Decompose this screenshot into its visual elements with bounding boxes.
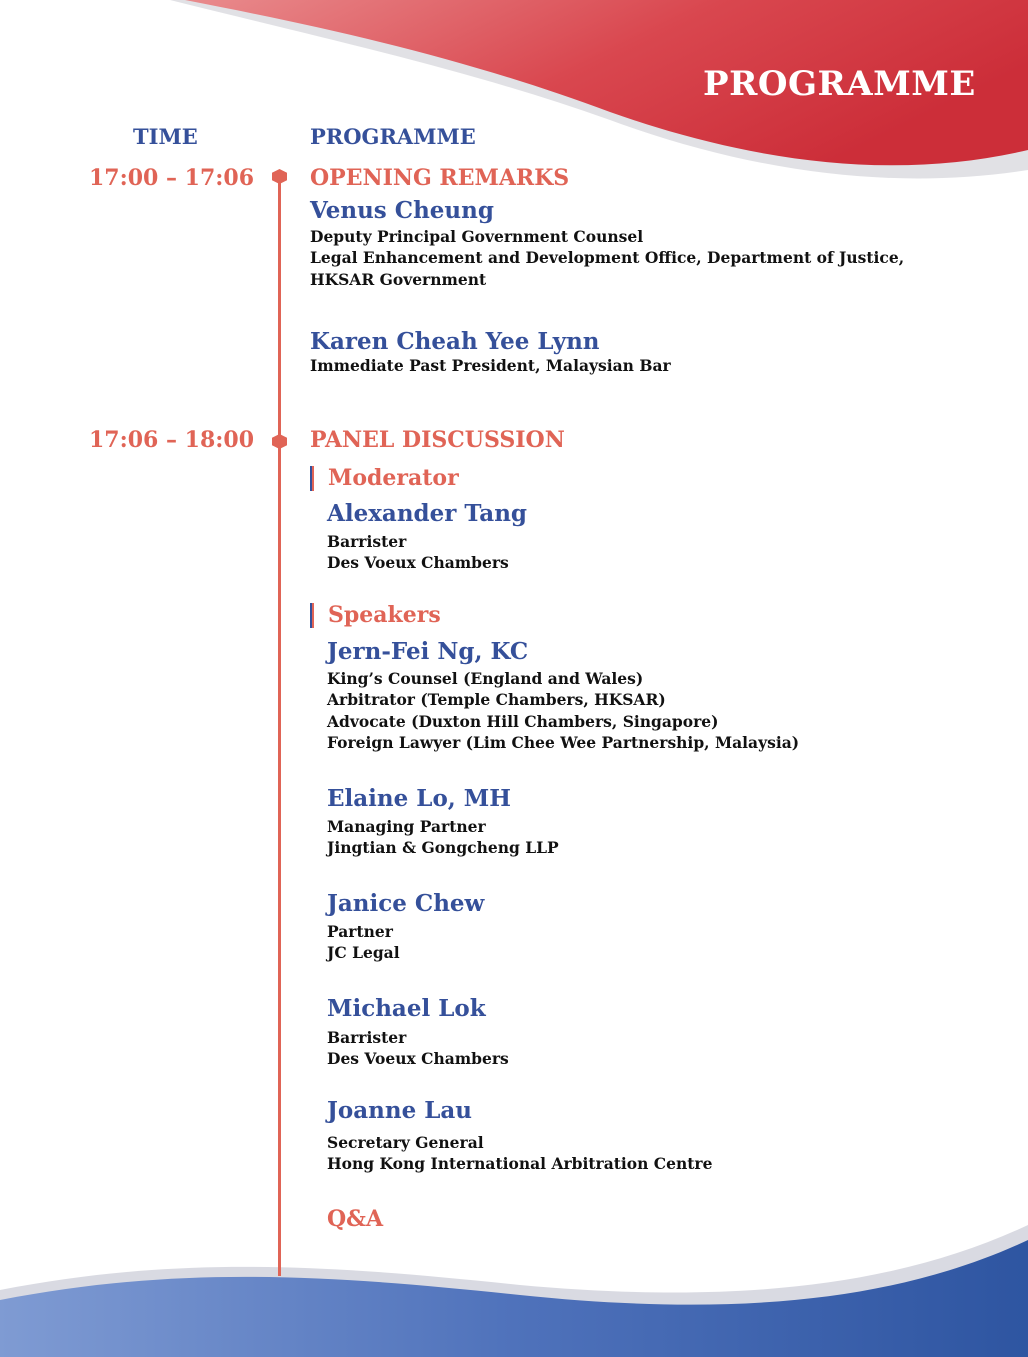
- speaker-role: Deputy Principal Government Counsel Legal Enhancement and Development Office, Department of Justice, HKSAR Government: [310, 227, 905, 289]
- moderator-label: Moderator: [328, 465, 459, 491]
- speaker-name: Jern-Fei Ng, KC: [327, 638, 529, 665]
- speaker-role: King’s Counsel (England and Wales) Arbitrator (Temple Chambers, HKSAR) Advocate (Duxton Hill Chambers, Singapore) Foreign Lawyer (Lim Chee Wee Partnership, Malaysia): [327, 669, 800, 752]
- speaker-name: Karen Cheah Yee Lynn: [310, 328, 600, 355]
- column-header-time: TIME: [133, 124, 198, 149]
- session-title: PANEL DISCUSSION: [310, 427, 565, 453]
- moderator-name: Alexander Tang: [327, 500, 528, 527]
- bottom-wave: [0, 1240, 1028, 1357]
- speaker-role: Secretary General Hong Kong International Arbitration Centre: [327, 1133, 713, 1174]
- speaker-name: Janice Chew: [327, 890, 485, 917]
- speaker-role: Partner JC Legal: [327, 922, 400, 963]
- session-time: 17:06 – 18:00: [89, 427, 255, 453]
- speaker-role: Barrister Des Voeux Chambers: [327, 1028, 509, 1069]
- speakers-accent-bar: [310, 603, 314, 628]
- speakers-label: Speakers: [328, 602, 441, 628]
- speaker-name: Elaine Lo, MH: [327, 785, 511, 812]
- qa-label: Q&A: [327, 1206, 384, 1232]
- speaker-name: Joanne Lau: [327, 1097, 473, 1124]
- session-time: 17:00 – 17:06: [89, 165, 255, 191]
- page-title: PROGRAMME: [703, 64, 976, 104]
- session-title: OPENING REMARKS: [310, 165, 570, 191]
- moderator-accent-bar: [310, 466, 314, 491]
- moderator-role: Barrister Des Voeux Chambers: [327, 532, 509, 573]
- speaker-name: Venus Cheung: [310, 197, 494, 224]
- speaker-role: Managing Partner Jingtian & Gongcheng LLP: [327, 817, 559, 858]
- speaker-name: Michael Lok: [327, 995, 486, 1022]
- speaker-role: Immediate Past President, Malaysian Bar: [310, 356, 671, 375]
- column-header-programme: PROGRAMME: [310, 124, 476, 149]
- timeline-line: [278, 176, 281, 1276]
